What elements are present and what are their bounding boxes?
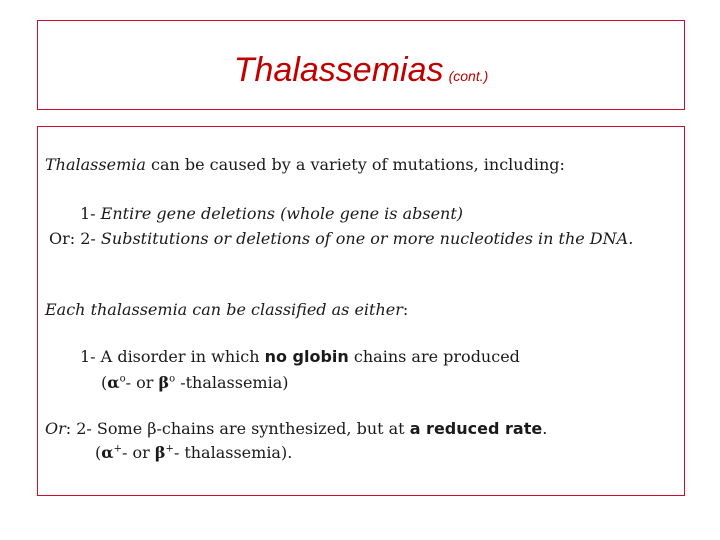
beta-superscript: + — [165, 443, 174, 455]
classify-text: Each thalassemia can be classified as either — [45, 300, 403, 319]
class-1-sub-open: ( — [101, 373, 108, 392]
classify-colon: : — [402, 300, 409, 319]
alpha-symbol: α — [101, 443, 114, 462]
class-2-colon: : — [65, 419, 77, 438]
intro-rest: can be caused by a variety of mutations, including: — [145, 155, 565, 174]
intro-line — [45, 154, 565, 176]
mutation-1-number: 1- — [80, 204, 96, 223]
class-1-sub-end: -thalassemia) — [175, 373, 289, 392]
title-box — [37, 20, 685, 110]
class-2-bold: a reduced rate — [409, 419, 543, 438]
class-2-number: 2- — [76, 419, 92, 438]
beta-symbol: β — [147, 419, 157, 438]
mutation-2-number: 2- — [80, 229, 96, 248]
class-1-sub-mid: - or — [125, 373, 159, 392]
alpha-superscript: o — [119, 373, 126, 385]
class-1-pre: A disorder in which — [95, 347, 265, 366]
class-item-1-sub — [101, 372, 289, 394]
class-2-sub-end: - thalassemia). — [173, 443, 293, 462]
class-item-2 — [45, 418, 547, 440]
class-2-sub-mid: - or — [121, 443, 155, 462]
slide-subtitle: (cont.) — [448, 68, 489, 84]
beta-superscript: o — [169, 373, 176, 385]
alpha-symbol: α — [107, 373, 120, 392]
mutation-item-1 — [80, 203, 463, 225]
class-2-mid: -chains are synthesized, but at — [156, 419, 410, 438]
class-1-number: 1- — [80, 347, 96, 366]
class-1-bold: no globin — [264, 347, 349, 366]
class-2-end: . — [542, 419, 548, 438]
beta-symbol: β — [154, 443, 166, 462]
content-box — [37, 126, 685, 496]
beta-symbol: β — [158, 373, 170, 392]
class-2-pre: Some — [91, 419, 148, 438]
class-2-sub-open: ( — [95, 443, 102, 462]
mutation-item-2 — [49, 228, 633, 250]
alpha-superscript: + — [113, 443, 122, 455]
intro-term: Thalassemia — [45, 155, 146, 174]
mutation-1-text: Entire gene deletions (whole gene is absent) — [95, 204, 464, 223]
classify-line — [45, 299, 408, 321]
mutation-2-prefix: Or: — [49, 229, 81, 248]
class-2-or: Or — [45, 419, 66, 438]
class-item-1 — [80, 346, 520, 368]
class-item-2-sub — [95, 442, 292, 464]
mutation-2-text: Substitutions or deletions of one or more nucleotides in the DNA. — [95, 229, 634, 248]
class-1-post: chains are produced — [348, 347, 520, 366]
slide-title: Thalassemias — [233, 51, 444, 89]
